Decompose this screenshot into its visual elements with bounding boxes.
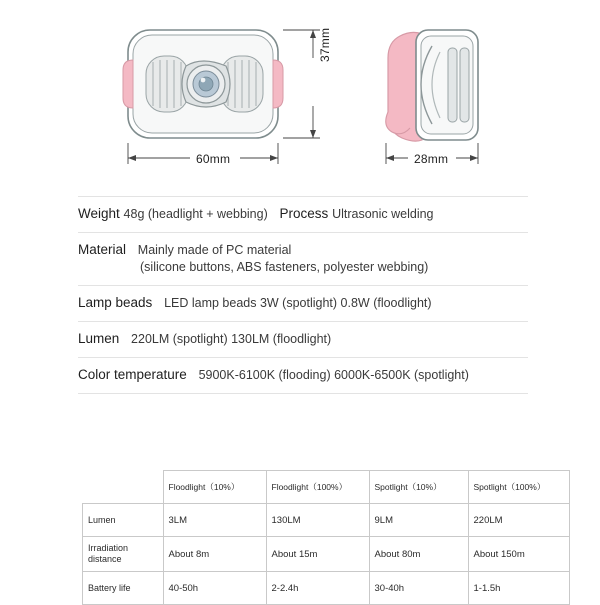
table-cell-lumen-floodlight-100: 130LM: [266, 504, 369, 537]
performance-table: [82, 470, 570, 605]
table-cell-distance-spotlight-100: About 150m: [468, 537, 569, 572]
spec-value-process: Ultrasonic welding: [332, 207, 434, 221]
table-header-spotlight-10: Spotlight（10%）: [369, 471, 468, 504]
table-header-floodlight-10: Floodlight（10%）: [163, 471, 266, 504]
table-header-floodlight-100: Floodlight（100%）: [266, 471, 369, 504]
spec-row-lumen: [78, 322, 528, 358]
table-header-spotlight-100: Spotlight（100%）: [468, 471, 569, 504]
height-dimension-label: 37mm: [318, 27, 332, 62]
spec-value-lamp-beads: LED lamp beads 3W (spotlight) 0.8W (floodlight): [164, 296, 432, 310]
spec-row-material: [78, 233, 528, 286]
spec-key-lamp-beads: Lamp beads: [78, 295, 153, 310]
table-cell-battery-floodlight-100: 2-2.4h: [266, 572, 369, 605]
spec-key-color-temperature: Color temperature: [78, 367, 187, 382]
spec-key-weight: Weight: [78, 206, 120, 221]
spec-value-material-sub: (silicone buttons, ABS fasteners, polyester webbing): [140, 260, 429, 274]
table-cell-battery-spotlight-10: 30-40h: [369, 572, 468, 605]
table-cell-distance-spotlight-10: About 80m: [369, 537, 468, 572]
table-cell-lumen-spotlight-10: 9LM: [369, 504, 468, 537]
table-corner-cell: [83, 471, 164, 504]
height-dimension: [283, 30, 320, 138]
width-dimension-label: 60mm: [196, 152, 231, 166]
spec-row-color-temperature: [78, 358, 528, 394]
table-rowlabel-lumen: Lumen: [83, 504, 164, 537]
table-row: [83, 537, 570, 572]
spec-key-lumen: Lumen: [78, 331, 120, 346]
product-diagram: [0, 0, 600, 185]
table-cell-distance-floodlight-100: About 15m: [266, 537, 369, 572]
table-rowlabel-irradiation-distance: Irradiation distance: [83, 537, 164, 572]
depth-dimension-label: 28mm: [414, 152, 449, 166]
table-cell-lumen-floodlight-10: 3LM: [163, 504, 266, 537]
table-cell-lumen-spotlight-100: 220LM: [468, 504, 569, 537]
spec-value-material: Mainly made of PC material: [137, 243, 292, 257]
table-cell-distance-floodlight-10: About 8m: [163, 537, 266, 572]
spec-value-weight: 48g (headlight + webbing): [123, 207, 268, 221]
spec-key-material: Material: [78, 242, 127, 257]
spec-row-lamp-beads: [78, 286, 528, 322]
table-row: [83, 504, 570, 537]
side-view-group: [386, 30, 478, 141]
front-view-group: [123, 30, 283, 138]
spec-row-weight: [78, 196, 528, 233]
product-outline-svg: [0, 0, 600, 185]
spec-key-process: Process: [279, 206, 329, 221]
table-header-row: [83, 471, 570, 504]
table-cell-battery-floodlight-10: 40-50h: [163, 572, 266, 605]
table-cell-battery-spotlight-100: 1-1.5h: [468, 572, 569, 605]
spec-value-lumen: 220LM (spotlight) 130LM (floodlight): [131, 332, 332, 346]
spec-value-color-temperature: 5900K-6100K (flooding) 6000K-6500K (spotlight): [198, 368, 469, 382]
specification-list: [78, 196, 528, 394]
table-rowlabel-battery-life: Battery life: [83, 572, 164, 605]
